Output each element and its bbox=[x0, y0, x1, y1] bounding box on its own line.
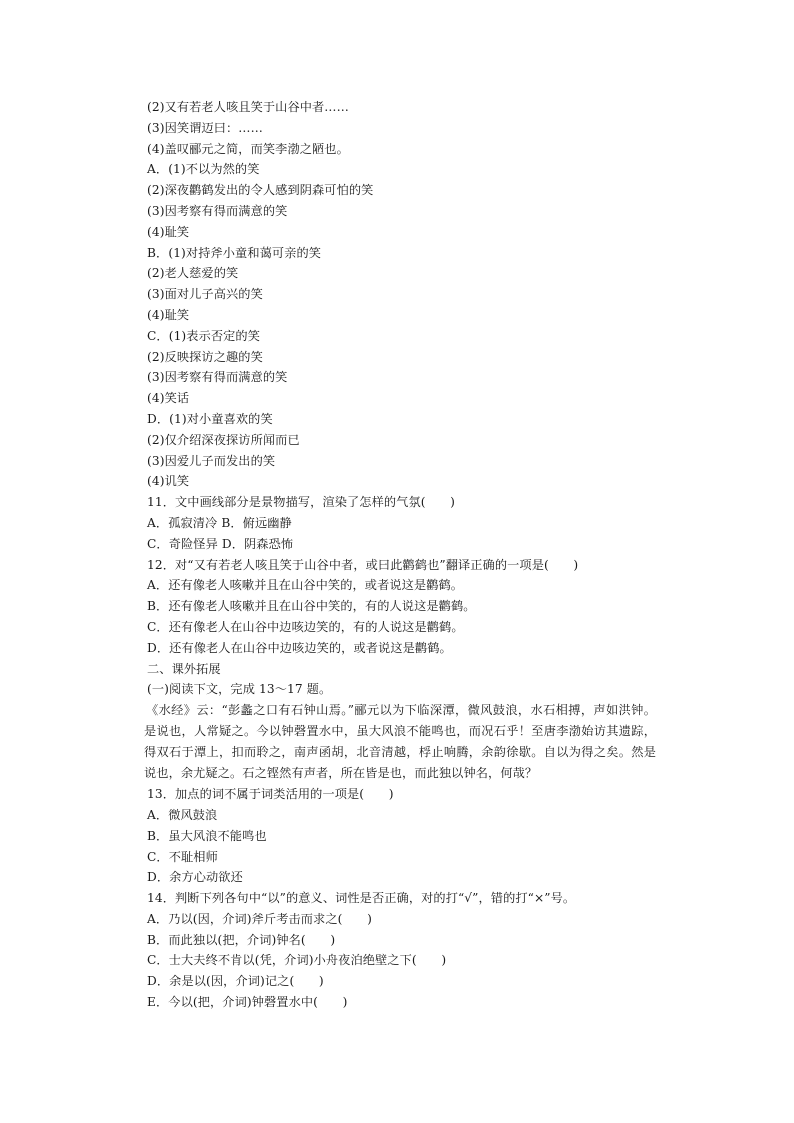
text-line: (一)阅读下文，完成 13～17 题。 bbox=[147, 682, 332, 697]
text-line: (4)讥笑 bbox=[147, 474, 190, 489]
document-content bbox=[144, 97, 659, 1013]
text-line: (2)反映探访之趣的笑 bbox=[147, 349, 263, 364]
text-line: C．(1)表示否定的笑 bbox=[147, 328, 261, 343]
question-line: A．乃以(因，介词)斧斤考击而求之( ) bbox=[147, 911, 372, 926]
text-line: (3)因考察有得而满意的笑 bbox=[147, 203, 288, 218]
question-line: C．士大夫终不肯以(凭，介词)小舟夜泊绝壁之下( ) bbox=[147, 953, 447, 968]
text-line: 12．对“又有若老人咳且笑于山谷中者，或曰此鹳鹤也”翻译正确的一项是( ) bbox=[147, 557, 579, 572]
question-line: B．而此独以(把，介词)钟名( ) bbox=[147, 932, 336, 947]
text-line: D．还有像老人在山谷中边咳边笑的，或者说这是鹳鹤。 bbox=[147, 640, 452, 655]
text-line: A．还有像老人咳嗽并且在山谷中笑的，或者说这是鹳鹤。 bbox=[147, 578, 464, 593]
text-line: A．(1)不以为然的笑 bbox=[147, 162, 260, 177]
text-line: (3)因爱儿子而发出的笑 bbox=[147, 453, 276, 468]
text-line: B．还有像老人咳嗽并且在山谷中笑的，有的人说这是鹳鹤。 bbox=[147, 599, 476, 614]
question-line: B．虽大风浪不能鸣也 bbox=[147, 828, 267, 843]
text-line: C．奇险怪异 D．阴森恐怖 bbox=[147, 536, 294, 551]
text-line: 11．文中画线部分是景物描写，渲染了怎样的气氛( ) bbox=[147, 495, 456, 510]
text-line: (4)笑话 bbox=[147, 391, 190, 406]
question-block-bottom bbox=[147, 784, 659, 1013]
text-line: (4)耻笑 bbox=[147, 224, 190, 239]
text-line: (2)深夜鹳鹤发出的令人感到阴森可怕的笑 bbox=[147, 183, 374, 198]
text-line: (4)耻笑 bbox=[147, 307, 190, 322]
question-line: D．余方心动欲还 bbox=[147, 870, 243, 885]
text-line: C．还有像老人在山谷中边咳边笑的，有的人说这是鹳鹤。 bbox=[147, 619, 464, 634]
text-line: (3)因考察有得而满意的笑 bbox=[147, 370, 288, 385]
text-line: (2)又有若老人咳且笑于山谷中者…… bbox=[147, 100, 349, 114]
question-line: 14．判断下列各句中“以”的意义、词性是否正确，对的打“√”，错的打“×”号。 bbox=[147, 891, 576, 906]
question-line: D．余是以(因，介词)记之( ) bbox=[147, 974, 324, 989]
text-line: (2)老人慈爱的笑 bbox=[147, 266, 239, 281]
text-line: (3)因笑谓迈曰：…… bbox=[147, 120, 263, 135]
question-line: 13．加点的词不属于词类活用的一项是( ) bbox=[147, 787, 394, 802]
text-line: (3)面对儿子高兴的笑 bbox=[147, 287, 263, 302]
text-line: (4)盖叹郦元之简，而笑李渤之陋也。 bbox=[147, 141, 349, 156]
text-line: (2)仅介绍深夜探访所闻而已 bbox=[147, 432, 300, 447]
question-block-top bbox=[147, 97, 659, 700]
classical-passage: 《水经》云：“彭蠡之口有石钟山焉。”郦元以为下临深潭，微风鼓浪，水石相搏，声如洪钟。是说也，人常疑之。今以钟磬置水中，虽大风浪不能鸣也，而况石乎！至唐李渤始访其遗踪，得双石于潭上，扣而聆之，南声函胡，北音清越，桴止响腾，余韵徐歇。自以为得之矣。然是说也，余尤疑之。石之铿然有声者，所在皆是也，而此独以钟名，何哉？ bbox=[144, 703, 656, 781]
text-line: D．(1)对小童喜欢的笑 bbox=[147, 411, 273, 426]
question-line: E．今以(把，介词)钟磬置水中( ) bbox=[147, 995, 348, 1010]
text-line: 二、课外拓展 bbox=[147, 661, 221, 676]
question-line: C．不耻相师 bbox=[147, 849, 218, 864]
text-line: B．(1)对持斧小童和蔼可亲的笑 bbox=[147, 245, 322, 260]
text-line: A．孤寂清冷 B．俯远幽静 bbox=[147, 515, 292, 530]
question-line: A．微风鼓浪 bbox=[147, 807, 218, 822]
